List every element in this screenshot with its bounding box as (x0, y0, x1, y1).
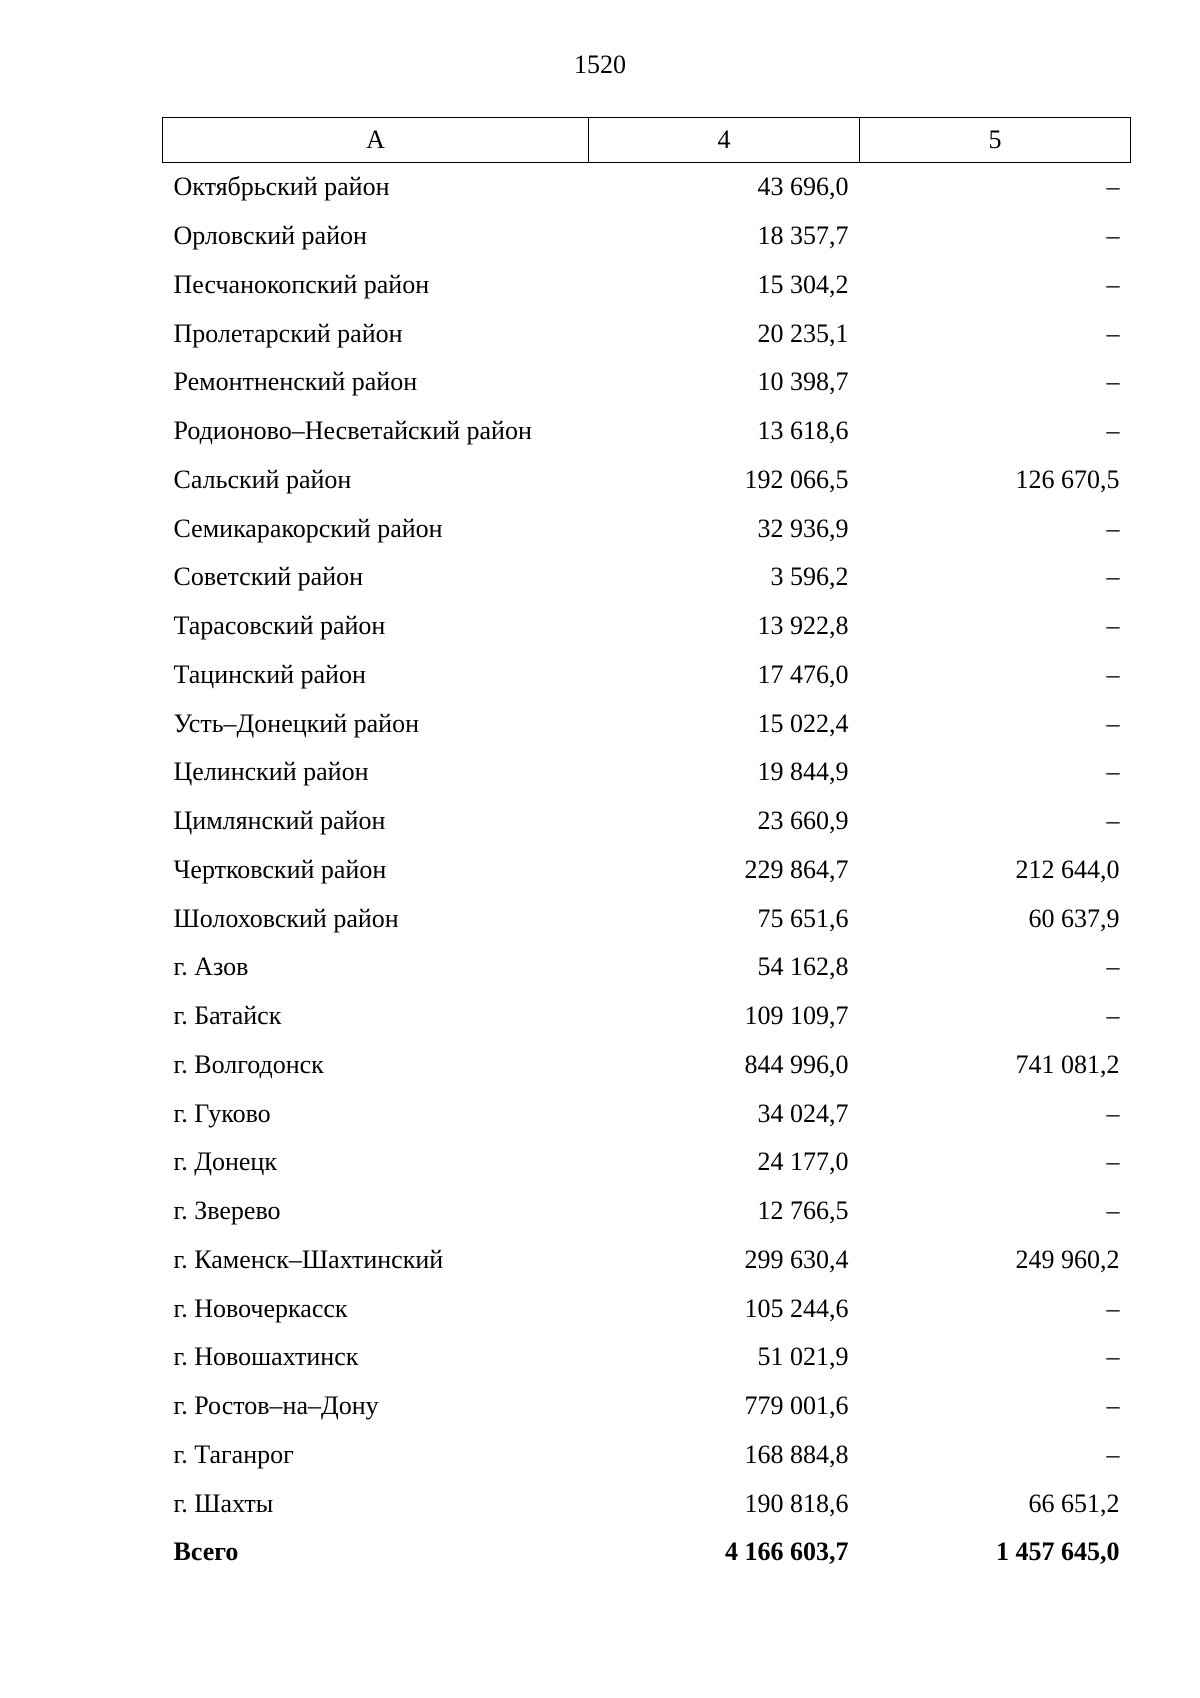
table-row (163, 1382, 1131, 1431)
row-name-cell: г. Шахты (173, 1488, 274, 1518)
row-col5-cell: – (1106, 806, 1120, 836)
header-row (163, 118, 1131, 163)
row-col4-cell: 105 244,6 (744, 1293, 849, 1323)
row-name-cell: г. Ростов–на–Дону (173, 1391, 379, 1421)
row-col4-cell: 75 651,6 (757, 903, 849, 933)
table-row (163, 992, 1131, 1041)
table-row (163, 894, 1131, 943)
row-col4-cell: 20 235,1 (757, 318, 849, 348)
row-col5-cell: – (1106, 952, 1120, 982)
table-row (163, 602, 1131, 651)
row-col4-cell: 13 922,8 (757, 611, 849, 641)
row-col5-cell: 126 670,5 (1015, 464, 1120, 494)
row-name-cell: Тацинский район (173, 659, 366, 689)
table-row (163, 748, 1131, 797)
row-col5-cell: – (1106, 1001, 1120, 1031)
table-row (163, 846, 1131, 895)
row-col5-cell: – (1106, 416, 1120, 446)
row-col5-cell: – (1106, 1293, 1120, 1323)
row-name-cell: г. Батайск (173, 1001, 282, 1031)
row-col4-cell: 17 476,0 (757, 659, 849, 689)
table-row (163, 1041, 1131, 1090)
row-name-cell: Целинский район (173, 757, 369, 787)
row-name-cell: Пролетарский район (173, 318, 403, 348)
row-col4-cell: 10 398,7 (757, 367, 849, 397)
row-col4-cell: 32 936,9 (757, 513, 849, 543)
row-col5-cell: – (1106, 269, 1120, 299)
total-col4-cell: 4 166 603,7 (725, 1537, 849, 1567)
row-col4-cell: 190 818,6 (744, 1488, 849, 1518)
row-name-cell: Усть–Донецкий район (173, 708, 419, 738)
row-col4-cell: 15 022,4 (757, 708, 849, 738)
row-name-cell: Тарасовский район (173, 611, 386, 641)
row-col5-cell: – (1106, 659, 1120, 689)
header-col-5: 5 (860, 118, 1131, 163)
row-name-cell: Родионово–Несветайский район (173, 416, 532, 446)
row-col4-cell: 12 766,5 (757, 1196, 849, 1226)
table-row (163, 261, 1131, 310)
row-name-cell: Ремонтненский район (173, 367, 418, 397)
table-row (163, 797, 1131, 846)
table-row (163, 1138, 1131, 1187)
header-col-4: 4 (589, 118, 860, 163)
row-col5-cell: – (1106, 367, 1120, 397)
row-col5-cell: – (1106, 1342, 1120, 1372)
total-row (163, 1528, 1131, 1577)
row-col4-cell: 779 001,6 (744, 1391, 849, 1421)
row-col5-cell: 60 637,9 (1028, 903, 1120, 933)
row-col5-cell: – (1106, 1391, 1120, 1421)
row-col4-cell: 229 864,7 (744, 854, 849, 884)
row-name-cell: г. Зверево (173, 1196, 281, 1226)
table-row (163, 553, 1131, 602)
table-row (163, 407, 1131, 456)
table-row (163, 1236, 1131, 1285)
row-col5-cell: 741 081,2 (1015, 1049, 1120, 1079)
page-number: 1520 (574, 50, 626, 79)
row-col4-cell: 54 162,8 (757, 952, 849, 982)
budget-table (162, 117, 1131, 1577)
row-col4-cell: 299 630,4 (744, 1244, 849, 1274)
table-row (163, 1431, 1131, 1480)
row-name-cell: Орловский район (173, 221, 367, 251)
row-col5-cell: – (1106, 513, 1120, 543)
row-name-cell: г. Гуково (173, 1098, 271, 1128)
table-header (163, 118, 1131, 163)
table-row (163, 699, 1131, 748)
row-col4-cell: 109 109,7 (744, 1001, 849, 1031)
row-col5-cell: 212 644,0 (1015, 854, 1120, 884)
table-row (163, 163, 1131, 212)
header-col-a: А (163, 118, 589, 163)
row-col5-cell: – (1106, 1098, 1120, 1128)
row-name-cell: Шолоховский район (173, 903, 399, 933)
table-row (163, 456, 1131, 505)
row-name-cell: Песчанокопский район (173, 269, 430, 299)
table-row (163, 943, 1131, 992)
table-row (163, 358, 1131, 407)
row-col4-cell: 168 884,8 (744, 1439, 849, 1469)
row-name-cell: Семикаракорский район (173, 513, 443, 543)
row-col5-cell: 66 651,2 (1028, 1488, 1120, 1518)
total-label-cell: Всего (173, 1537, 239, 1567)
row-col5-cell: – (1106, 172, 1120, 202)
row-col4-cell: 13 618,6 (757, 416, 849, 446)
row-col4-cell: 192 066,5 (744, 464, 849, 494)
table-body (163, 163, 1131, 1577)
row-name-cell: г. Каменск–Шахтинский (173, 1244, 444, 1274)
row-col5-cell: – (1106, 708, 1120, 738)
table-row (163, 651, 1131, 700)
row-col4-cell: 19 844,9 (757, 757, 849, 787)
row-name-cell: Октябрьский район (173, 172, 390, 202)
row-name-cell: г. Азов (173, 952, 249, 982)
row-col5-cell: – (1106, 757, 1120, 787)
row-col4-cell: 844 996,0 (744, 1049, 849, 1079)
row-name-cell: г. Таганрог (173, 1439, 294, 1469)
row-name-cell: г. Новошахтинск (173, 1342, 359, 1372)
row-name-cell: Чертковский район (173, 854, 387, 884)
table-row (163, 1284, 1131, 1333)
table-row (163, 1089, 1131, 1138)
row-col4-cell: 18 357,7 (757, 221, 849, 251)
table-row (163, 309, 1131, 358)
row-col5-cell: – (1106, 318, 1120, 348)
total-col5-cell: 1 457 645,0 (996, 1537, 1120, 1567)
row-col5-cell: – (1106, 562, 1120, 592)
row-name-cell: г. Донецк (173, 1147, 277, 1177)
row-name-cell: Советский район (173, 562, 364, 592)
table-row (163, 1187, 1131, 1236)
row-col4-cell: 23 660,9 (757, 806, 849, 836)
row-name-cell: Сальский район (173, 464, 352, 494)
row-col4-cell: 3 596,2 (770, 562, 849, 592)
table-row (163, 212, 1131, 261)
row-col5-cell: – (1106, 1196, 1120, 1226)
table-row (163, 504, 1131, 553)
row-col4-cell: 43 696,0 (757, 172, 849, 202)
row-col5-cell: – (1106, 1147, 1120, 1177)
row-col4-cell: 24 177,0 (757, 1147, 849, 1177)
row-name-cell: Цимлянский район (173, 806, 386, 836)
row-col4-cell: 34 024,7 (757, 1098, 849, 1128)
row-col5-cell: – (1106, 221, 1120, 251)
row-col5-cell: – (1106, 611, 1120, 641)
table-row (163, 1333, 1131, 1382)
row-name-cell: г. Волгодонск (173, 1049, 324, 1079)
row-col4-cell: 15 304,2 (757, 269, 849, 299)
row-col5-cell: – (1106, 1439, 1120, 1469)
table-row (163, 1479, 1131, 1528)
row-col4-cell: 51 021,9 (757, 1342, 849, 1372)
row-name-cell: г. Новочеркасск (173, 1293, 348, 1323)
row-col5-cell: 249 960,2 (1015, 1244, 1120, 1274)
